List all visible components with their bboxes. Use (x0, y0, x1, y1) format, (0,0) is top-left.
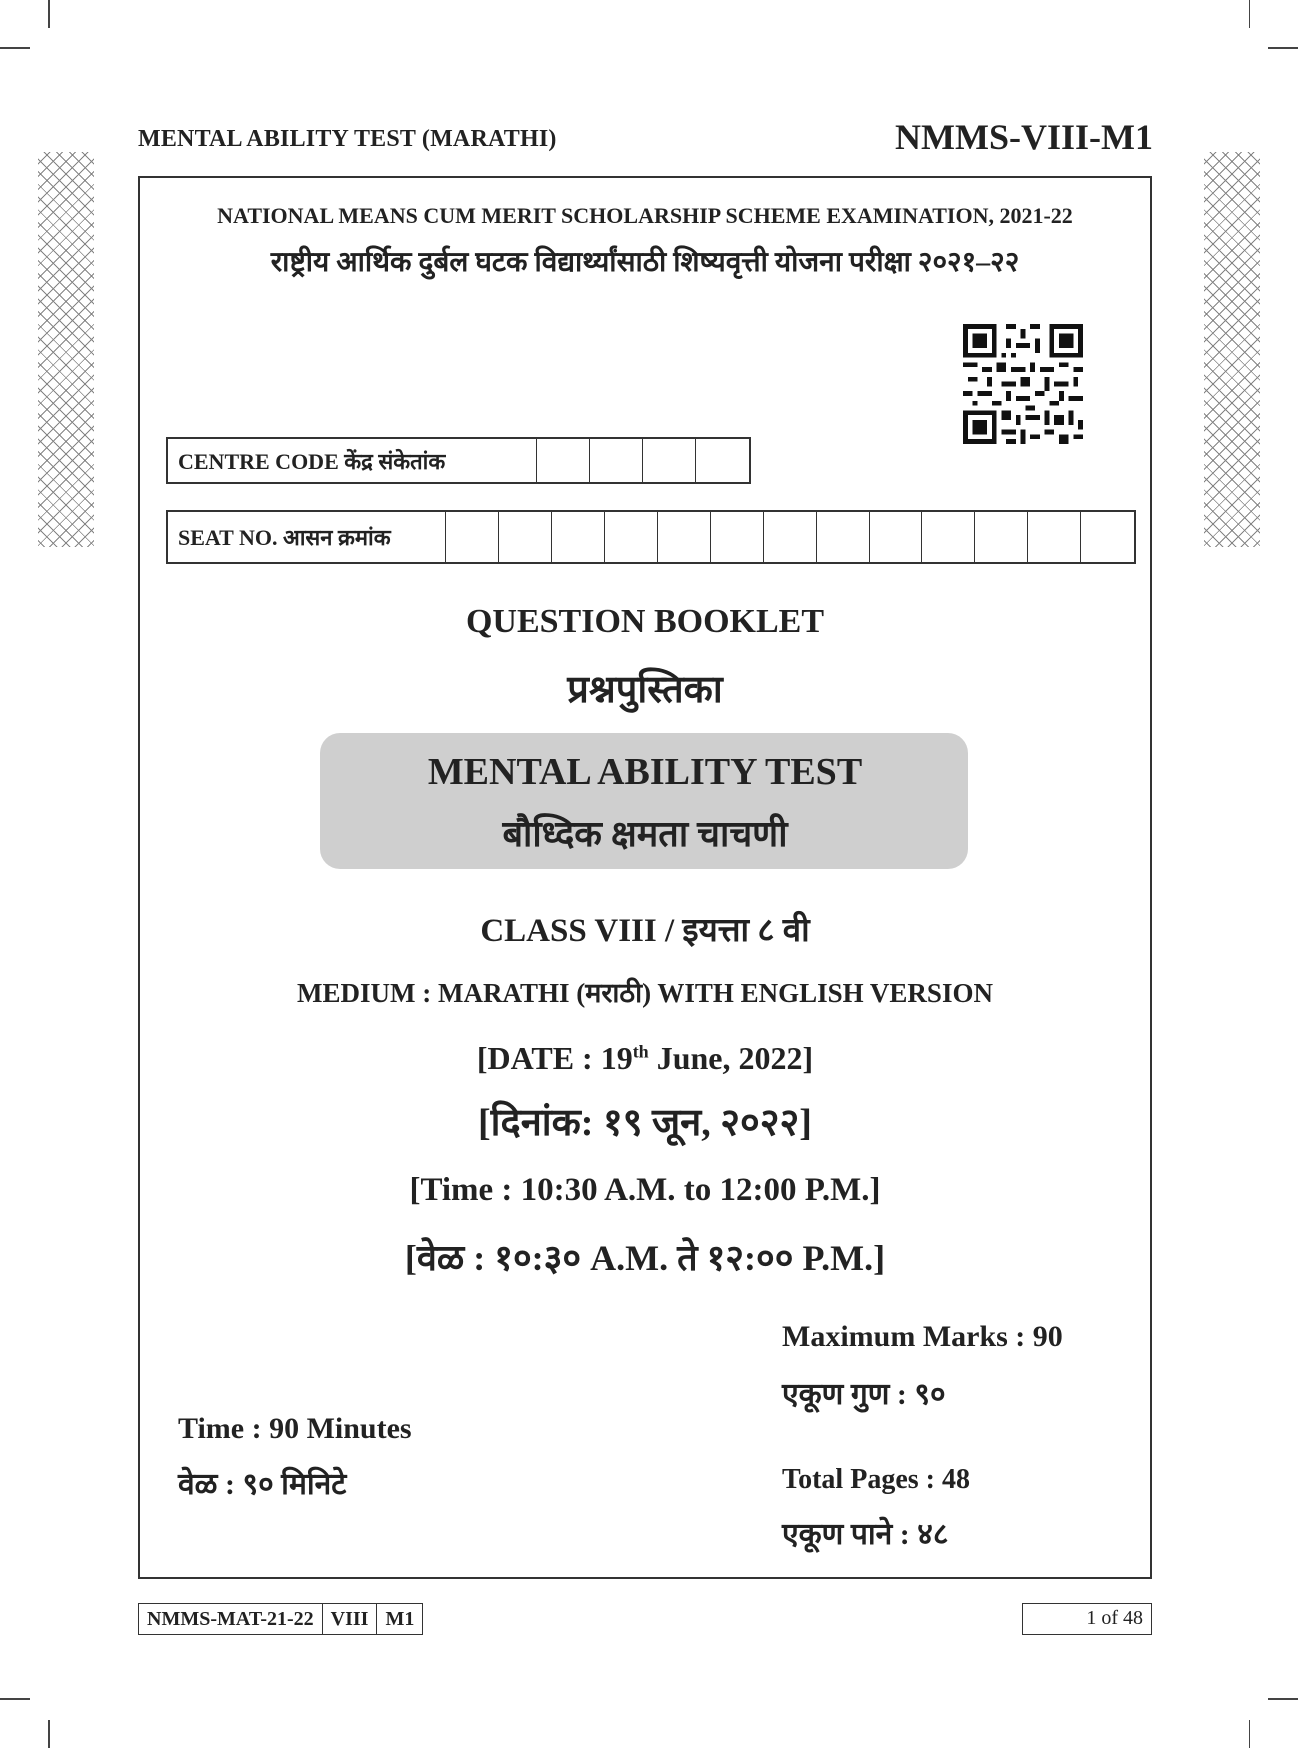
max-marks-en: Maximum Marks : 90 (782, 1320, 1063, 1353)
exam-date-en: [DATE : 19th June, 2022] (476, 1040, 814, 1076)
footer-code-box (138, 1603, 423, 1635)
centre-code-box[interactable] (643, 439, 696, 482)
crop-mark (0, 1698, 30, 1700)
exam-date-mr: [दिनांक: १९ जून, २०२२] (478, 1102, 812, 1144)
seat-number-box[interactable] (817, 512, 870, 562)
seat-number-label: SEAT NO. आसन क्रमांक (168, 512, 446, 562)
exam-time-en: [Time : 10:30 A.M. to 12:00 P.M.] (409, 1172, 881, 1208)
booklet-code: NMMS-VIII-M1 (895, 117, 1153, 157)
seat-number-box[interactable] (552, 512, 605, 562)
crop-mark (48, 1720, 50, 1748)
security-pattern-right (1204, 152, 1260, 547)
footer-paper-code: NMMS-MAT-21-22 (139, 1604, 323, 1634)
qr-code-icon (962, 324, 1084, 444)
duration-en: Time : 90 Minutes (178, 1412, 412, 1445)
total-pages-en: Total Pages : 48 (782, 1464, 970, 1495)
centre-code-box[interactable] (537, 439, 590, 482)
seat-number-box[interactable] (1081, 512, 1134, 562)
seat-number-box[interactable] (870, 512, 923, 562)
header-title: MENTAL ABILITY TEST (MARATHI) (138, 126, 557, 152)
centre-code-box[interactable] (696, 439, 749, 482)
medium-label: MEDIUM : MARATHI (मराठी) WITH ENGLISH VERSION (297, 978, 993, 1008)
booklet-title-en: QUESTION BOOKLET (465, 603, 825, 640)
crop-mark (1268, 47, 1298, 49)
footer-version: M1 (385, 1607, 415, 1630)
subject-title-en: MENTAL ABILITY TEST (427, 751, 863, 793)
exam-time-mr: [वेळ : १०:३० A.M. ते १२:०० P.M.] (404, 1238, 886, 1278)
exam-title-en: NATIONAL MEANS CUM MERIT SCHOLARSHIP SCHEME EXAMINATION, 2021-22 (217, 203, 1073, 228)
class-label: CLASS VIII / इयत्ता ८ वी (480, 913, 810, 949)
crop-mark (48, 0, 50, 28)
crop-mark (0, 47, 30, 49)
subject-title-mr: बौध्दिक क्षमता चाचणी (502, 814, 788, 854)
security-pattern-left (38, 152, 94, 547)
max-marks-mr: एकूण गुण : ९० (782, 1378, 946, 1411)
centre-code-label: CENTRE CODE केंद्र संकेतांक (168, 439, 537, 482)
seat-number-field[interactable] (166, 510, 1136, 564)
duration-mr: वेळ : ९० मिनिटे (178, 1468, 347, 1501)
seat-number-box[interactable] (711, 512, 764, 562)
seat-number-box[interactable] (922, 512, 975, 562)
seat-number-box[interactable] (975, 512, 1028, 562)
total-pages-mr: एकूण पाने : ४८ (782, 1518, 949, 1551)
centre-code-field[interactable] (166, 437, 751, 484)
seat-number-box[interactable] (764, 512, 817, 562)
seat-number-box[interactable] (446, 512, 499, 562)
seat-number-box[interactable] (1028, 512, 1081, 562)
booklet-title-mr: प्रश्नपुस्तिका (567, 669, 723, 711)
seat-number-box[interactable] (658, 512, 711, 562)
centre-code-box[interactable] (590, 439, 643, 482)
seat-number-box[interactable] (499, 512, 552, 562)
exam-title-mr: राष्ट्रीय आर्थिक दुर्बल घटक विद्यार्थ्यांसाठी शिष्यवृत्ती योजना परीक्षा २०२१–२२ (270, 247, 1020, 278)
seat-number-box[interactable] (605, 512, 658, 562)
page-number: 1 of 48 (1022, 1603, 1152, 1635)
footer-class: VIII (323, 1604, 378, 1634)
crop-mark (1268, 1698, 1298, 1700)
crop-mark (1249, 1720, 1251, 1748)
crop-mark (1249, 0, 1251, 28)
